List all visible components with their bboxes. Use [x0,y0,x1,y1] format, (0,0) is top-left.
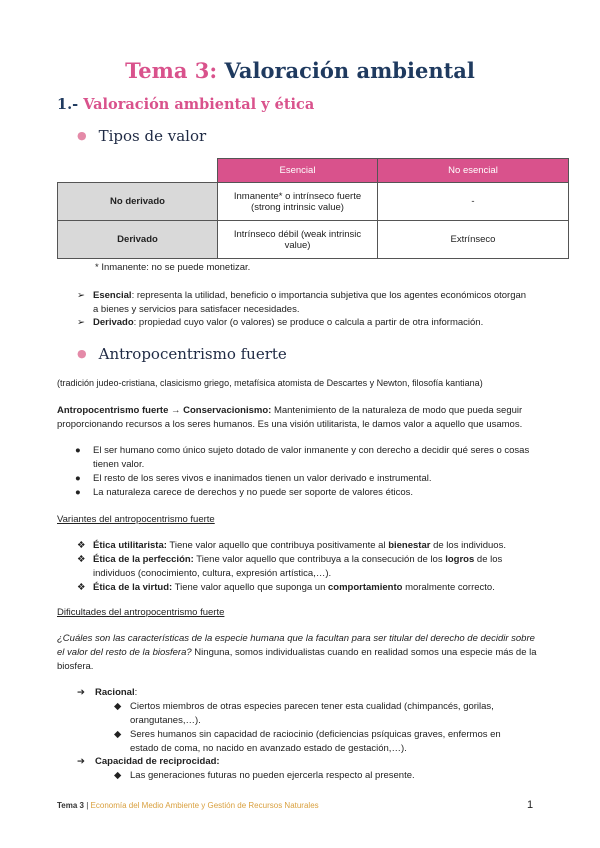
table-cell: Extrínseco [378,221,569,259]
subheading-antropocentrismo [77,345,287,363]
variante-item: Ética de la virtud: Tiene valor aquello que suponga un comportamiento moralmente correcto. [93,582,495,593]
table-footnote: * Inmanente: no se puede monetizar. [95,262,251,273]
section-number: 1.- [57,96,79,113]
arrow-icon: ➢ [77,317,85,328]
table-header: Esencial [218,159,378,183]
section-heading [57,96,314,113]
table-row-header: No derivado [58,183,218,221]
subheading-text: Tipos de valor [98,127,207,145]
bullet-icon: ● [75,487,81,498]
diamond-icon: ◆ [114,729,122,740]
bullet-icon: ● [75,445,81,456]
diamond-bullet-icon: ❖ [77,540,86,551]
variante-item: Ética de la perfección: Tiene valor aquello que contribuya a la consecución de los logros de los individuos (conocimiento, cultura, expresión artística,…). [93,554,503,579]
dificultades-title: Dificultades del antropocentrismo fuerte [57,607,225,618]
title-main: Valoración ambiental [224,58,475,83]
list-item: Ciertos miembros de otras especies parecen tener esta cualidad (chimpancés, gorilas, orangutanes,…). [130,701,494,726]
bullet-dot-icon: ● [77,129,87,142]
antropo-paragraph: Antropocentrismo fuerte → Conservacionismo: Mantenimiento de la naturaleza de modo que pueda seguir proporcionando recursos a los seres humanos. Es una visión utilitarista, le damos valor a aquello que usamos. [57,405,523,430]
question-paragraph: ¿Cuáles son las características de la especie humana que la facultan para ser titular del derecho de decidir sobre el valor del resto de la biosfera? Ninguna, somos individualistas cuando en realidad somos una especie más de la biosfera. [57,633,537,672]
arrow-right-icon: ➔ [77,687,85,698]
list-item: Seres humanos sin capacidad de raciocinio (deficiencias psíquicas graves, enfermos en estado de coma, no nacido en avanzado estado de gestación,…). [130,729,501,754]
footer-separator: | [86,801,89,810]
diamond-icon: ◆ [114,770,122,781]
section-label: Valoración ambiental y ética [83,96,315,113]
definition-item: Esencial: representa la utilidad, beneficio o importancia subjetiva que los agentes económicos otorgan a bienes y servicios para satisfacer necesidades. [93,290,527,315]
page-title [0,58,600,83]
arrow-icon: ➢ [77,290,85,301]
reciprocidad-label: Capacidad de reciprocidad: [95,756,220,767]
diamond-bullet-icon: ❖ [77,582,86,593]
table-cell: - [378,183,569,221]
page-footer [57,801,319,810]
list-item: La naturaleza carece de derechos y no puede ser soporte de valores éticos. [93,487,414,498]
bullet-dot-icon: ● [77,347,87,360]
variantes-title: Variantes del antropocentrismo fuerte [57,514,215,525]
bullet-icon: ● [75,473,81,484]
table-header: No esencial [378,159,569,183]
table-cell: Inmanente* o intrínseco fuerte (strong intrinsic value) [218,183,378,221]
diamond-icon: ◆ [114,701,122,712]
arrow-right-icon: ➔ [77,756,85,767]
table-corner [58,159,218,183]
value-types-table [57,158,569,259]
subheading-tipos [77,127,206,145]
diamond-bullet-icon: ❖ [77,554,86,565]
definition-item: Derivado: propiedad cuyo valor (o valores) se produce o calcula a partir de otra información. [93,317,484,328]
list-item: Las generaciones futuras no pueden ejercerla respecto al presente. [130,770,415,781]
subheading-text: Antropocentrismo fuerte [98,345,287,363]
list-item: El ser humano como único sujeto dotado de valor inmanente y con derecho a decidir qué seres o cosas tienen valor. [93,445,530,470]
footer-tema: Tema 3 [57,801,84,810]
table-row-header: Derivado [58,221,218,259]
title-prefix: Tema 3: [125,58,218,83]
racional-label: Racional: [95,687,138,698]
footer-subject: Economía del Medio Ambiente y Gestión de Recursos Naturales [90,801,319,810]
table-cell: Intrínseco débil (weak intrinsic value) [218,221,378,259]
tradition-text: (tradición judeo-cristiana, clasicismo griego, metafísica atomista de Descartes y Newton, filosofía kantiana) [57,378,483,388]
list-item: El resto de los seres vivos e inanimados tienen un valor derivado e instrumental. [93,473,432,484]
page-number: 1 [527,799,534,811]
variante-item: Ética utilitarista: Tiene valor aquello que contribuya positivamente al bienestar de los individuos. [93,540,506,551]
